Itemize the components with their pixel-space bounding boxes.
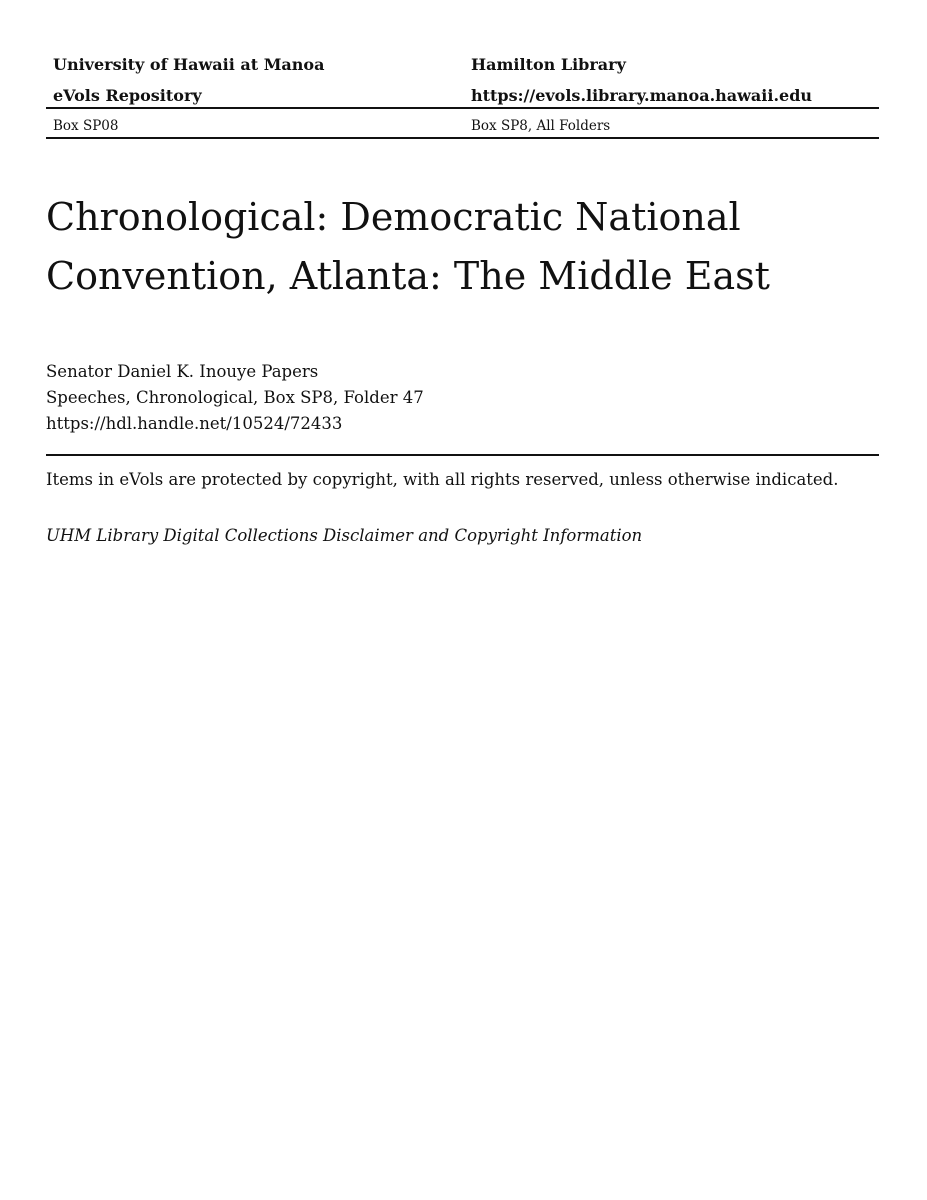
box-label-right: Box SP8, All Folders: [471, 118, 611, 134]
repository-name: eVols Repository: [53, 86, 202, 105]
institution-name: University of Hawaii at Manoa: [53, 55, 325, 74]
handle-link[interactable]: https://hdl.handle.net/10524/72433: [46, 414, 343, 433]
title-line-2: Convention, Atlanta: The Middle East: [46, 254, 770, 298]
header-divider-bottom: [46, 137, 879, 139]
document-title: [46, 188, 879, 306]
footer-divider: [46, 454, 879, 456]
header-divider-top: [46, 107, 879, 109]
title-line-1: Chronological: Democratic National: [46, 195, 741, 239]
disclaimer-link[interactable]: UHM Library Digital Collections Disclaimer and Copyright Information: [46, 526, 643, 545]
folder-location: Speeches, Chronological, Box SP8, Folder 47: [46, 388, 424, 407]
box-label-left: Box SP08: [53, 118, 119, 134]
collection-name: Senator Daniel K. Inouye Papers: [46, 362, 319, 381]
copyright-notice: Items in eVols are protected by copyright, with all rights reserved, unless otherwise indicated.: [46, 470, 839, 489]
library-name: Hamilton Library: [471, 55, 626, 74]
repository-url-link[interactable]: https://evols.library.manoa.hawaii.edu: [471, 86, 813, 105]
